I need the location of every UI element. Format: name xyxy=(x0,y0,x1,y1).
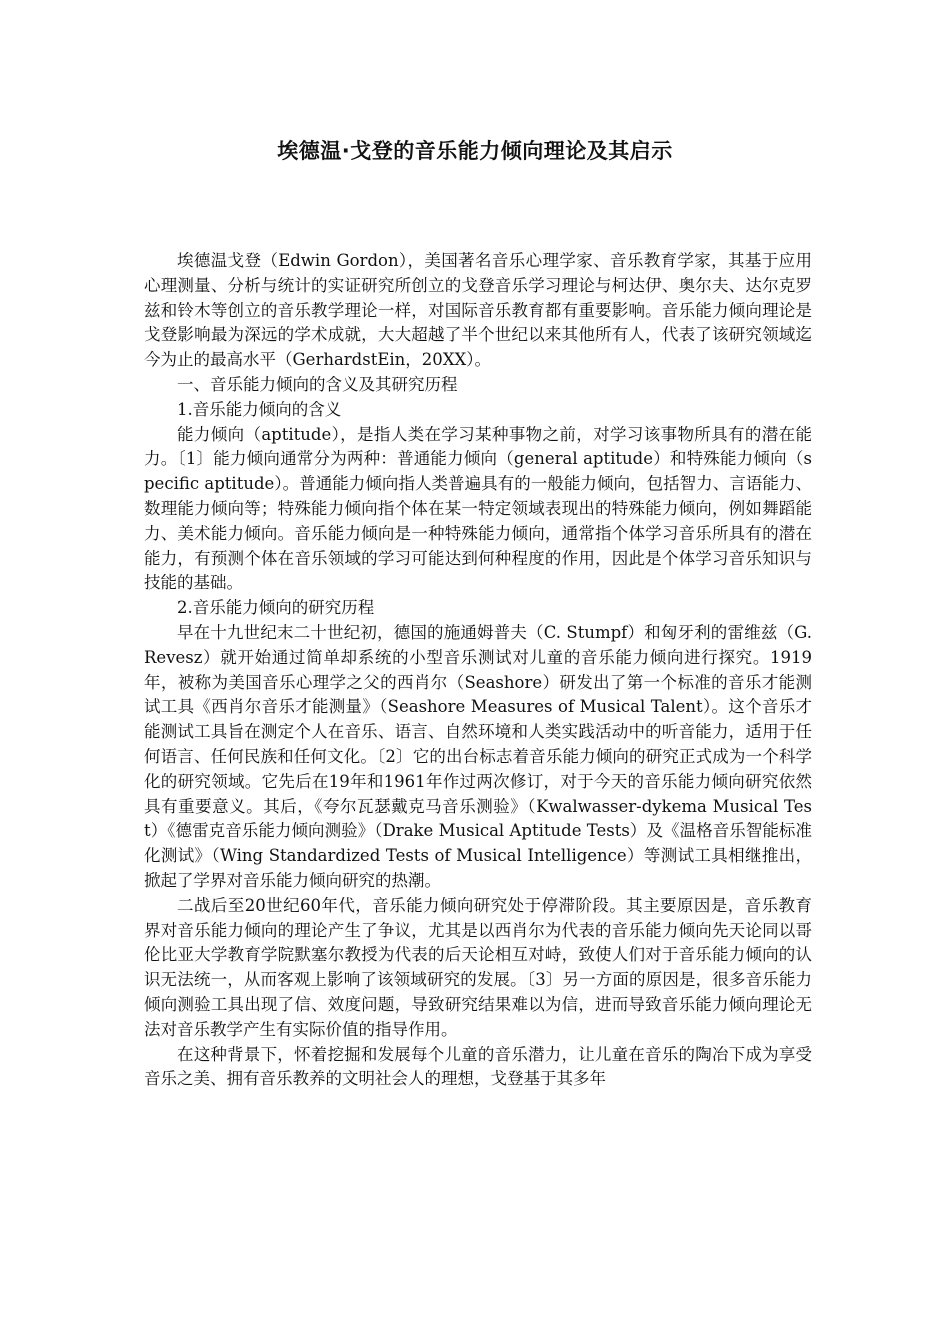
paragraph-research-history: 早在十九世纪末二十世纪初，德国的施通姆普夫（C. Stumpf）和匈牙利的雷维兹（G. Revesz）就开始通过简单却系统的小型音乐测试对儿童的音乐能力倾向进行探究。1919年，被称为美国音乐心理学之父的西肖尔（Seashore）研发出了第一个标准的音乐才能测试工具《西肖尔音乐才能测量》（Seashore Measures of Musical Talent）。这个音乐才能测试工具旨在测定个人在音乐、语言、自然环境和人类实践活动中的听音能力，适用于任何语言、任何民族和任何文化。〔2〕它的出台标志着音乐能力倾向的研究正式成为一个科学化的研究领域。它先后在19年和1961年作过两次修订，对于今天的音乐能力倾向研究依然具有重要意义。其后，《夸尔瓦瑟戴克马音乐测验》（Kwalwasser-dykema Musical Test）《德雷克音乐能力倾向测验》（Drake Musical Aptitude Tests）及《温格音乐智能标准化测试》（Wing Standardized Tests of Musical Intelligence）等测试工具相继推出，掀起了学界对音乐能力倾向研究的热潮。 xyxy=(144,622,812,890)
paragraph-aptitude-definition: 能力倾向（aptitude），是指人类在学习某种事物之前，对学习该事物所具有的潜在能力。〔1〕能力倾向通常分为两种：普通能力倾向（general aptitude）和特殊能力倾向（specific aptitude）。普通能力倾向指人类普遍具有的一般能力倾向，包括智力、言语能力、数理能力倾向等；特殊能力倾向指个体在某一特定领域表现出的特殊能力倾向，例如舞蹈能力、美术能力倾向。音乐能力倾向是一种特殊能力倾向，通常指个体学习音乐所具有的潜在能力，有预测个体在音乐领域的学习可能达到何种程度的作用，因此是个体学习音乐知识与技能的基础。 xyxy=(144,424,812,593)
document-title: 埃德温·戈登的音乐能力倾向理论及其启示 xyxy=(277,139,673,163)
paragraph-postwar-stagnation: 二战后至20世纪60年代，音乐能力倾向研究处于停滞阶段。其主要原因是，音乐教育界对音乐能力倾向的理论产生了争议，尤其是以西肖尔为代表的音乐能力倾向先天论同以哥伦比亚大学教育学院默塞尔教授为代表的后天论相互对峙，致使人们对于音乐能力倾向的认识无法统一，从而客观上影响了该领域研究的发展。〔3〕另一方面的原因是，很多音乐能力倾向测验工具出现了信、效度问题，导致研究结果难以为信，进而导致音乐能力倾向理论无法对音乐教学产生有实际价值的指导作用。 xyxy=(144,895,812,1039)
subsection-heading-1-1: 1.音乐能力倾向的含义 xyxy=(177,399,342,419)
subsection-heading-1-2: 2.音乐能力倾向的研究历程 xyxy=(177,598,375,618)
paragraph-intro: 埃德温戈登（Edwin Gordon），美国著名音乐心理学家、音乐教育学家，其基于应用心理测量、分析与统计的实证研究所创立的戈登音乐学习理论与柯达伊、奥尔夫、达尔克罗兹和铃木等创立的音乐教学理论一样，对国际音乐教育都有重要影响。音乐能力倾向理论是戈登影响最为深远的学术成就，大大超越了半个世纪以来其他所有人，代表了该研究领域迄今为止的最高水平（GerhardstEin，20XX）。 xyxy=(144,251,812,370)
section-heading-1: 一、音乐能力倾向的含义及其研究历程 xyxy=(177,374,458,394)
paragraph-background: 在这种背景下，怀着挖掘和发展每个儿童的音乐潜力，让儿童在音乐的陶冶下成为享受音乐之美、拥有音乐教养的文明社会人的理想，戈登基于其多年 xyxy=(144,1044,812,1089)
document-body xyxy=(144,249,812,1092)
